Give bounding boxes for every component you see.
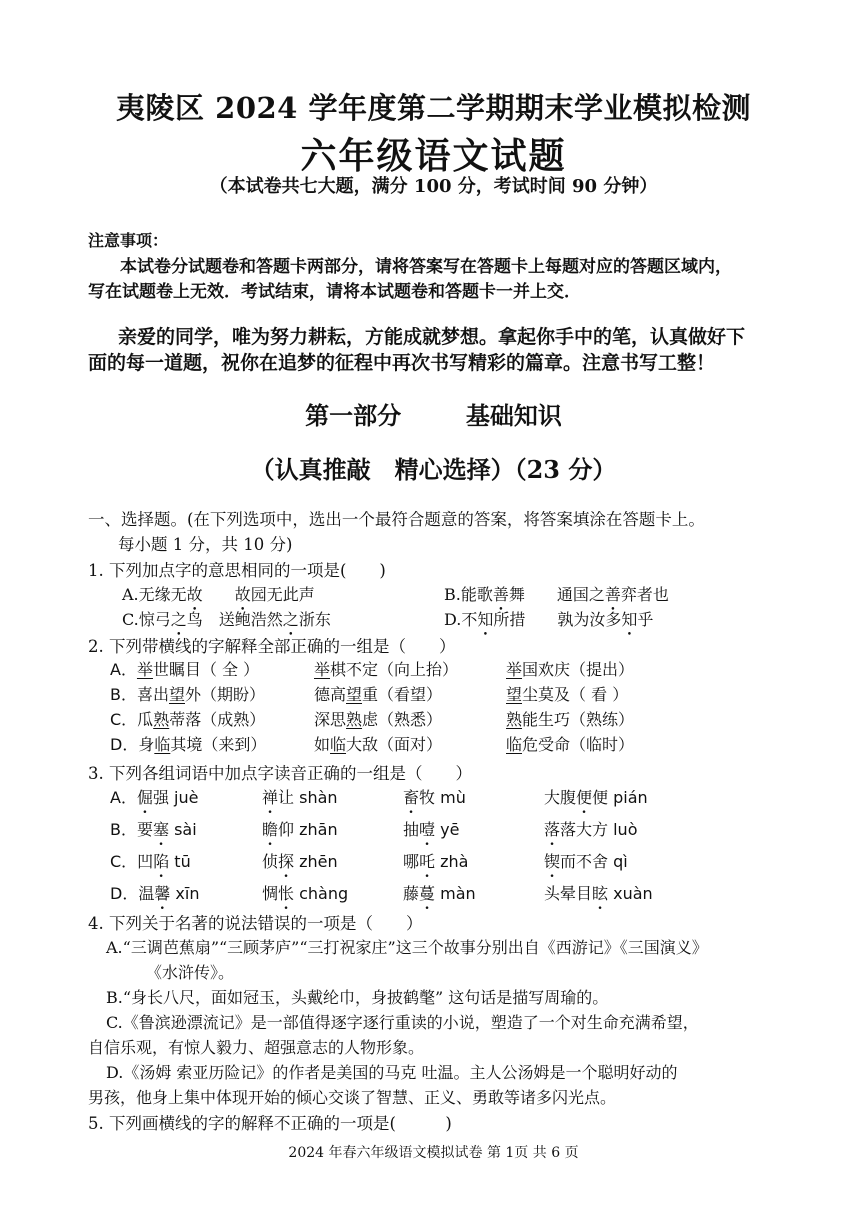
q4-stem: 4. 下列关于名著的说法错误的一项是（ ）: [88, 914, 423, 933]
q2-row-1-item-1: A．举世瞩目（ 全 ）: [110, 660, 260, 679]
q3-row-3-item-1: C．凹陷 tū: [110, 852, 191, 871]
q4-option-a-cont: 《水浒传》。: [146, 963, 235, 982]
q2-row-2-item-3: 望尘莫及（ 看 ）: [506, 685, 629, 704]
part-subtitle: （认真推敲 精心选择）（23 分）: [250, 455, 617, 484]
q2-row-3-item-2: 深思熟虑（熟悉）: [314, 710, 443, 729]
section-1-heading-2: 每小题 1 分，共 10 分): [118, 535, 293, 554]
q3-row-2-item-4: 落落大方 luò: [544, 820, 638, 839]
q4-option-c-cont: 自信乐观，有惊人毅力、超强意志的人物形象。: [88, 1038, 425, 1057]
q1-option-d: D.不知所措 孰为汝多知乎: [444, 610, 654, 629]
notice-title: 注意事项：: [88, 231, 169, 250]
q3-row-3-item-2: 侦探 zhēn: [262, 852, 338, 871]
q3-row-4-item-2: 惆怅 chàng: [262, 884, 349, 903]
q2-row-1-item-2: 举棋不定（向上抬）: [314, 660, 459, 679]
q3-stem: 3. 下列各组词语中加点字读音正确的一组是（ ）: [88, 764, 472, 783]
q4-option-a: A.“三调芭蕉扇”“三顾茅庐”“三打祝家庄”这三个故事分别出自《西游记》《三国演义》: [106, 938, 708, 957]
q4-option-d-cont: 男孩，他身上集中体现开始的倾心交谈了智慧、正义、勇敢等诸多闪光点。: [88, 1088, 617, 1107]
q4-option-d: D.《汤姆 索亚历险记》的作者是美国的马克 吐温。主人公汤姆是一个聪明好动的: [106, 1063, 678, 1082]
notice-line-2: 写在试题卷上无效．考试结束，请将本试题卷和答题卡一并上交．: [88, 282, 581, 302]
q3-row-2-item-1: B．要塞 sài: [110, 820, 197, 839]
q2-row-4-item-2: 如临大敌（面对）: [314, 735, 443, 754]
q2-row-1-item-3: 举国欢庆（提出）: [506, 660, 635, 679]
q2-row-2-item-2: 德高望重（看望）: [314, 685, 443, 704]
q3-row-1-item-4: 大腹便便 pián: [544, 788, 648, 807]
q3-row-4-item-1: D．温馨 xīn: [110, 884, 200, 903]
exam-info: （本试卷共七大题，满分 100 分，考试时间 90 分钟）: [209, 176, 658, 197]
q1-stem: 1. 下列加点字的意思相同的一项是( ): [88, 561, 386, 580]
q2-row-3-item-3: 熟能生巧（熟练）: [506, 710, 635, 729]
q1-option-c: C.惊弓之鸟 送鲍浩然之浙东: [122, 610, 331, 629]
q3-row-1-item-2: 禅让 shàn: [262, 788, 338, 807]
q4-option-b: B.“身长八尺，面如冠玉，头戴纶巾，身披鹤氅” 这句话是描写周瑜的。: [106, 988, 609, 1007]
q2-stem: 2. 下列带横线的字解释全部正确的一组是（ ）: [88, 637, 456, 656]
q1-option-a: A.无缘无故 故园无此声: [122, 585, 315, 604]
q3-row-3-item-3: 哪吒 zhà: [403, 852, 469, 871]
q3-row-4-item-4: 头晕目眩 xuàn: [544, 884, 653, 903]
q2-row-2-item-1: B．喜出望外（期盼）: [110, 685, 266, 704]
part-topic: 基础知识: [465, 401, 562, 430]
q3-row-4-item-3: 藤蔓 màn: [403, 884, 476, 903]
q5-stem: 5. 下列画横线的字的解释不正确的一项是( ): [88, 1114, 452, 1133]
q2-row-4-item-3: 临危受命（临时）: [506, 735, 635, 754]
section-1-heading: 一、选择题。(在下列选项中，选出一个最符合题意的答案，将答案填涂在答题卡上。: [88, 510, 705, 529]
intro-line-2: 面的每一道题，祝你在追梦的征程中再次书写精彩的篇章。注意书写工整！: [88, 352, 716, 374]
q1-option-b: B.能歌善舞 通国之善弈者也: [444, 585, 669, 604]
notice-line-1: 本试卷分试题卷和答题卡两部分，请将答案写在答题卡上每题对应的答题区域内，: [120, 257, 732, 277]
q3-row-3-item-4: 锲而不舍 qì: [544, 852, 628, 871]
intro-line-1: 亲爱的同学，唯为努力耕耘，方能成就梦想。拿起你手中的笔，认真做好下: [118, 326, 746, 348]
page-footer: 2024 年春六年级语文模拟试卷 第 1页 共 6 页: [288, 1145, 579, 1161]
exam-subject: 六年级语文试题: [300, 135, 567, 177]
q3-row-2-item-2: 瞻仰 zhān: [262, 820, 338, 839]
q2-row-4-item-1: D．身临其境（来到）: [110, 735, 267, 754]
exam-title: 夷陵区 2024 学年度第二学期期末学业模拟检测: [116, 91, 751, 125]
q3-row-1-item-3: 畜牧 mù: [403, 788, 466, 807]
q2-row-3-item-1: C．瓜熟蒂落（成熟）: [110, 710, 266, 729]
part-name: 第一部分: [305, 401, 402, 430]
q3-row-2-item-3: 抽噎 yē: [403, 820, 460, 839]
q3-row-1-item-1: A．倔强 juè: [110, 788, 199, 807]
q4-option-c: C.《鲁滨逊漂流记》是一部值得逐字逐行重读的小说，塑造了一个对生命充满希望，: [106, 1013, 699, 1032]
part-heading: [0, 396, 867, 431]
